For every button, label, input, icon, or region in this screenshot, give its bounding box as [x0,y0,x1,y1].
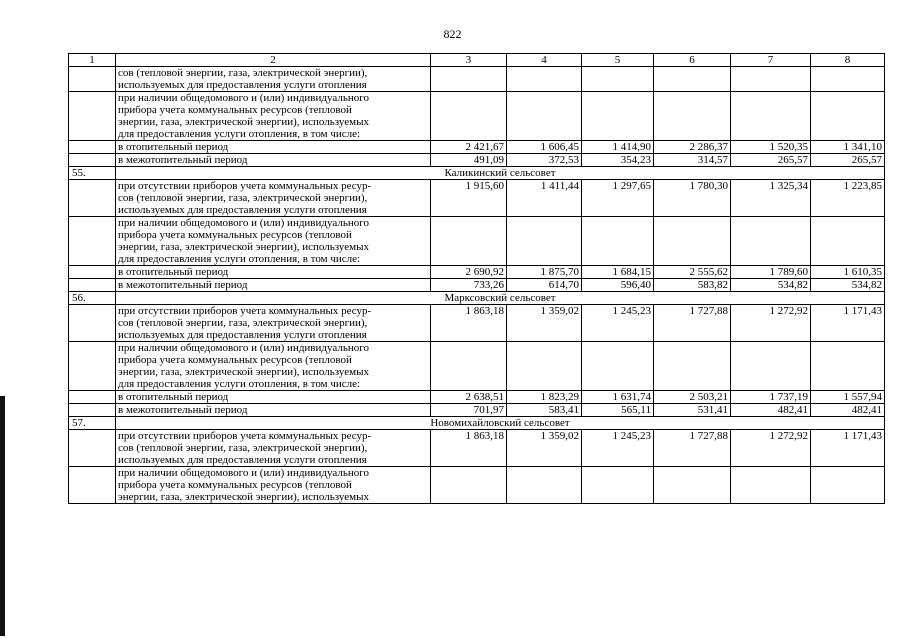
value-cell [731,217,811,266]
value-cell [731,467,811,504]
description-cell [116,430,431,467]
description-cell [116,180,431,217]
value-cell [811,92,885,141]
value-cell: 1 606,45 [507,141,582,154]
description-line: прибора учета коммунальных ресурсов (тепловой [118,104,352,116]
value-cell: 265,57 [811,154,885,167]
table-row [69,217,885,266]
value-cell: 1 915,60 [431,180,507,217]
description-line: при наличии общедомового и (или) индивидуального [118,217,369,229]
row-number-cell [69,430,116,467]
value-cell: 2 421,67 [431,141,507,154]
value-cell [431,92,507,141]
row-number-cell [69,391,116,404]
value-cell [582,467,654,504]
value-cell: 531,41 [654,404,731,417]
description-line: сов (тепловой энергии, газа, электрической энергии), [118,67,368,79]
value-cell [431,467,507,504]
description-line: энергии, газа, электрической энергии), используемых [118,366,369,378]
description-line: для предоставления услуги отопления, в том числе: [118,128,361,140]
row-number-cell [69,67,116,92]
description-line: при отсутствии приборов учета коммунальных ресур- [118,180,372,192]
description-cell [116,467,431,504]
value-cell [431,342,507,391]
value-cell: 1 863,18 [431,305,507,342]
value-cell: 2 555,62 [654,266,731,279]
value-cell: 482,41 [731,404,811,417]
value-cell: 701,97 [431,404,507,417]
value-cell: 1 414,90 [582,141,654,154]
table-row [69,305,885,342]
description-cell [116,342,431,391]
value-cell [731,67,811,92]
value-cell [507,67,582,92]
value-cell: 354,23 [582,154,654,167]
value-cell: 314,57 [654,154,731,167]
value-cell [507,92,582,141]
section-row [69,167,885,180]
column-header: 6 [654,54,731,67]
value-cell: 583,82 [654,279,731,292]
row-number-cell [69,154,116,167]
value-cell [811,217,885,266]
row-number-cell [69,404,116,417]
description-line: сов (тепловой энергии, газа, электрической энергии), [118,192,368,204]
section-title: Новомихайловский сельсовет [116,417,885,430]
value-cell: 534,82 [811,279,885,292]
row-number-cell [69,342,116,391]
description-cell [116,154,431,167]
description-line: в отопительный период [118,391,229,403]
value-cell: 1 780,30 [654,180,731,217]
value-cell: 1 297,65 [582,180,654,217]
description-line: при наличии общедомового и (или) индивидуального [118,342,369,354]
value-cell [654,92,731,141]
value-cell: 1 789,60 [731,266,811,279]
value-cell: 583,41 [507,404,582,417]
row-number-cell [69,92,116,141]
value-cell: 1 359,02 [507,430,582,467]
description-line: энергии, газа, электрической энергии), используемых [118,491,369,503]
value-cell [507,217,582,266]
value-cell: 1 171,43 [811,305,885,342]
value-cell [731,92,811,141]
value-cell [431,67,507,92]
value-cell: 1 272,92 [731,305,811,342]
value-cell [582,67,654,92]
value-cell: 2 638,51 [431,391,507,404]
row-number-cell [69,266,116,279]
description-line: энергии, газа, электрической энергии), используемых [118,241,369,253]
description-line: энергии, газа, электрической энергии), используемых [118,116,369,128]
value-cell [654,342,731,391]
value-cell: 1 272,92 [731,430,811,467]
description-line: в межотопительный период [118,279,248,291]
section-row [69,417,885,430]
value-cell: 491,09 [431,154,507,167]
description-line: прибора учета коммунальных ресурсов (тепловой [118,354,352,366]
table-row [69,279,885,292]
column-header: 8 [811,54,885,67]
table-row [69,266,885,279]
value-cell: 1 325,34 [731,180,811,217]
value-cell: 2 690,92 [431,266,507,279]
description-line: для предоставления услуги отопления, в том числе: [118,378,361,390]
scan-edge-bar [0,396,5,636]
column-header: 1 [69,54,116,67]
value-cell [811,467,885,504]
column-header: 2 [116,54,431,67]
value-cell: 1 610,35 [811,266,885,279]
table-row [69,342,885,391]
value-cell [654,67,731,92]
row-number-cell [69,467,116,504]
value-cell: 1 631,74 [582,391,654,404]
value-cell [654,217,731,266]
description-cell [116,141,431,154]
value-cell: 1 245,23 [582,430,654,467]
table-row [69,154,885,167]
value-cell: 482,41 [811,404,885,417]
value-cell [582,217,654,266]
column-number-row [69,54,885,67]
value-cell: 1 823,29 [507,391,582,404]
description-cell [116,67,431,92]
value-cell: 1 341,10 [811,141,885,154]
column-header: 5 [582,54,654,67]
column-header: 4 [507,54,582,67]
value-cell: 265,57 [731,154,811,167]
description-line: сов (тепловой энергии, газа, электрической энергии), [118,442,368,454]
description-cell [116,217,431,266]
value-cell [811,67,885,92]
description-line: для предоставления услуги отопления, в том числе: [118,253,361,265]
value-cell: 1 223,85 [811,180,885,217]
description-cell [116,305,431,342]
value-cell: 565,11 [582,404,654,417]
value-cell: 596,40 [582,279,654,292]
row-number-cell [69,141,116,154]
value-cell [731,342,811,391]
description-cell [116,279,431,292]
description-line: в межотопительный период [118,154,248,166]
table-row [69,67,885,92]
value-cell [507,342,582,391]
row-number-cell [69,305,116,342]
description-line: в межотопительный период [118,404,248,416]
tariff-table [68,53,885,504]
description-line: используемых для предоставления услуги отопления [118,204,367,216]
table-row [69,141,885,154]
column-header: 7 [731,54,811,67]
column-header: 3 [431,54,507,67]
row-number-cell [69,180,116,217]
row-number-cell [69,217,116,266]
value-cell: 372,53 [507,154,582,167]
value-cell: 1 520,35 [731,141,811,154]
description-line: используемых для предоставления услуги отопления [118,329,367,341]
description-line: используемых для предоставления услуги отопления [118,454,367,466]
value-cell [507,467,582,504]
description-line: в отопительный период [118,266,229,278]
section-number: 57. [69,417,116,430]
value-cell [811,342,885,391]
value-cell: 2 503,21 [654,391,731,404]
description-line: прибора учета коммунальных ресурсов (тепловой [118,229,352,241]
table-row [69,430,885,467]
section-title: Марксовский сельсовет [116,292,885,305]
table-row [69,92,885,141]
table-row [69,180,885,217]
section-title: Каликинский сельсовет [116,167,885,180]
page-number: 822 [443,27,462,41]
value-cell: 1 727,88 [654,305,731,342]
description-line: при наличии общедомового и (или) индивидуального [118,467,369,479]
description-line: при наличии общедомового и (или) индивидуального [118,92,369,104]
description-cell [116,266,431,279]
value-cell: 1 171,43 [811,430,885,467]
description-cell [116,404,431,417]
description-line: прибора учета коммунальных ресурсов (тепловой [118,479,352,491]
value-cell: 1 245,23 [582,305,654,342]
table-row [69,391,885,404]
value-cell [582,92,654,141]
value-cell: 2 286,37 [654,141,731,154]
value-cell: 1 557,94 [811,391,885,404]
description-line: при отсутствии приборов учета коммунальных ресур- [118,430,372,442]
value-cell: 1 727,88 [654,430,731,467]
table-row [69,467,885,504]
description-line: сов (тепловой энергии, газа, электрической энергии), [118,317,368,329]
value-cell [431,217,507,266]
section-number: 55. [69,167,116,180]
row-number-cell [69,279,116,292]
value-cell: 614,70 [507,279,582,292]
value-cell [582,342,654,391]
value-cell: 534,82 [731,279,811,292]
value-cell: 1 875,70 [507,266,582,279]
description-line: при отсутствии приборов учета коммунальных ресур- [118,305,372,317]
table-row [69,404,885,417]
value-cell: 733,26 [431,279,507,292]
value-cell [654,467,731,504]
value-cell: 1 411,44 [507,180,582,217]
description-line: используемых для предоставления услуги отопления [118,79,367,91]
value-cell: 1 359,02 [507,305,582,342]
description-cell [116,92,431,141]
description-cell [116,391,431,404]
value-cell: 1 737,19 [731,391,811,404]
value-cell: 1 684,15 [582,266,654,279]
description-line: в отопительный период [118,141,229,153]
section-number: 56. [69,292,116,305]
value-cell: 1 863,18 [431,430,507,467]
section-row [69,292,885,305]
